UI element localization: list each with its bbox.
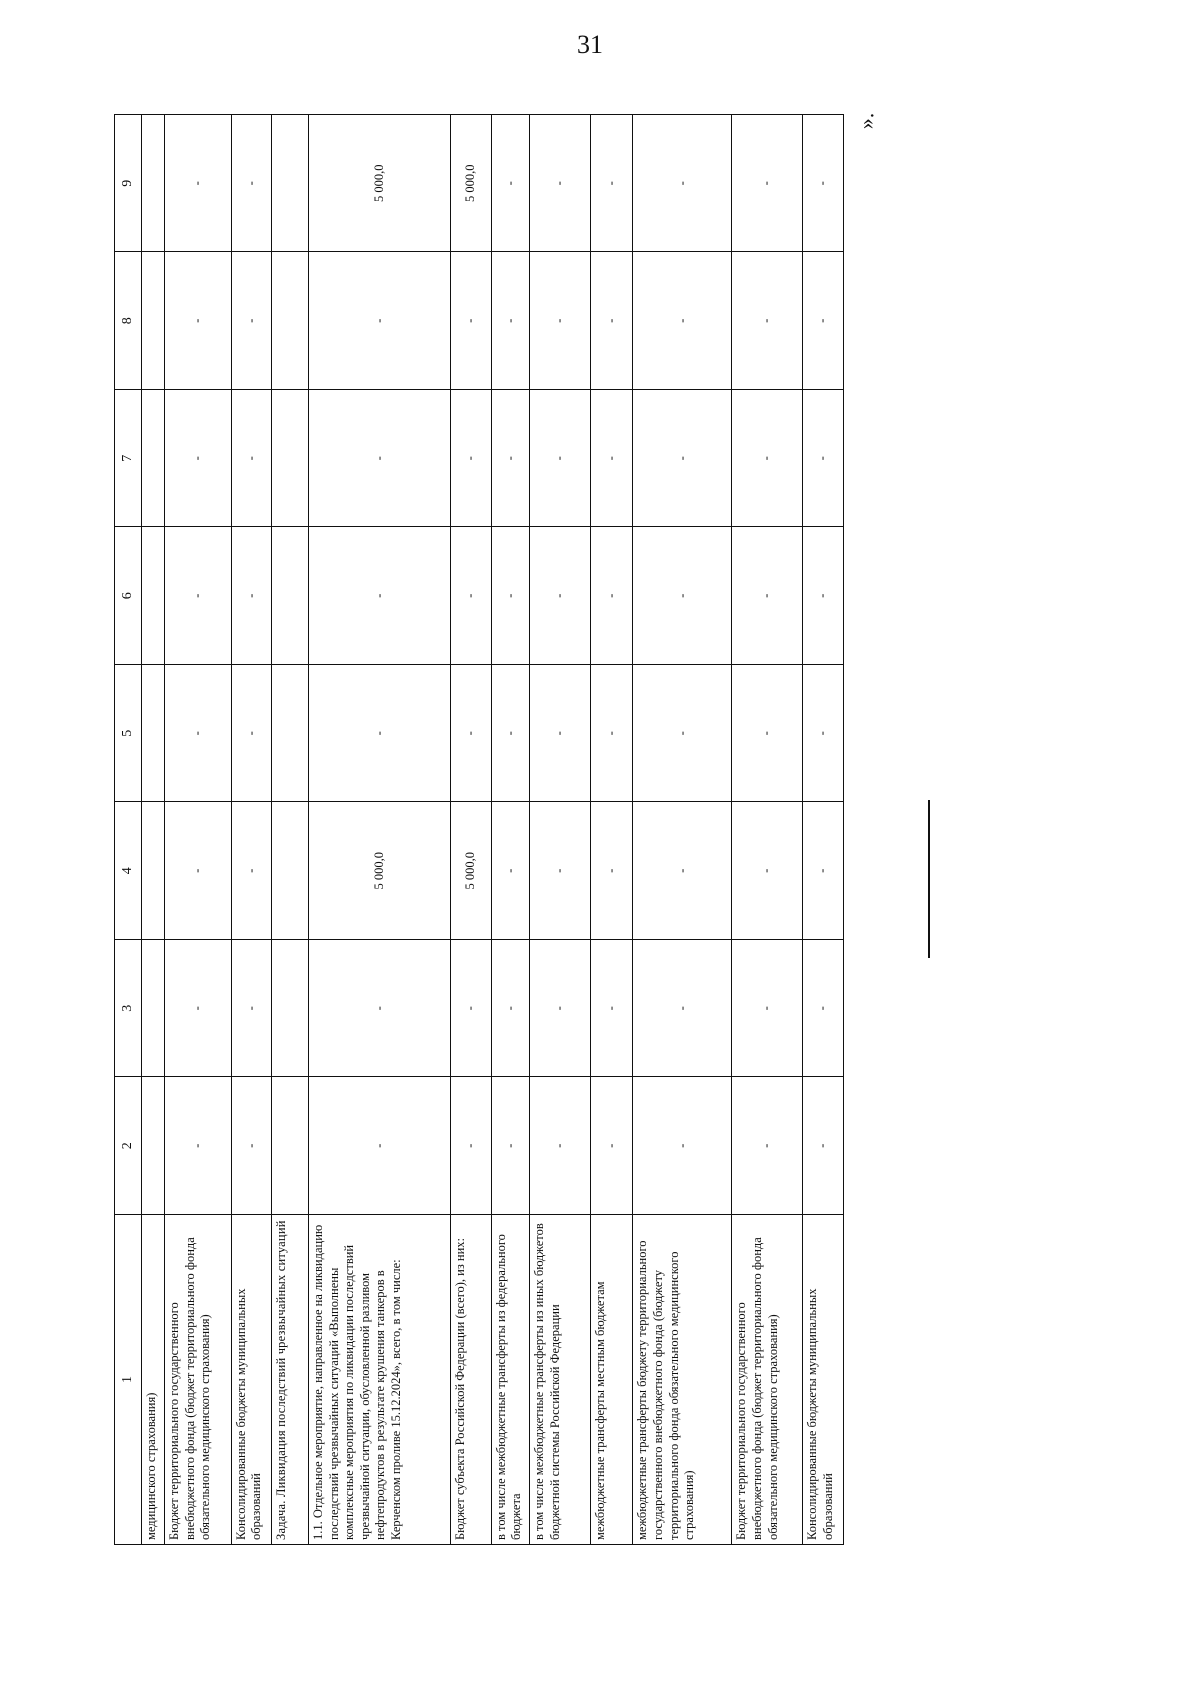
cell-value: - bbox=[450, 1077, 491, 1215]
cell-value: - bbox=[633, 527, 732, 665]
cell-value: - bbox=[165, 665, 232, 803]
cell-value: - bbox=[491, 390, 530, 528]
cell-value: - bbox=[732, 802, 803, 940]
cell-value bbox=[141, 940, 165, 1078]
cell-value: - bbox=[732, 527, 803, 665]
table-row bbox=[803, 115, 844, 1545]
table-row bbox=[590, 115, 633, 1545]
row-label: Бюджет территориального государственного внебюджетного фонда (бюджет территориального фонда обязательного медицинского страхования) bbox=[165, 1215, 232, 1545]
cell-value: - bbox=[165, 115, 232, 253]
cell-value: - bbox=[231, 665, 272, 803]
table-row bbox=[141, 115, 165, 1545]
cell-value: - bbox=[165, 940, 232, 1078]
cell-value: - bbox=[530, 527, 590, 665]
cell-value: - bbox=[530, 252, 590, 390]
row-label: в том числе межбюджетные трансферты из иных бюджетов бюджетной системы Российской Федерации bbox=[530, 1215, 590, 1545]
cell-value bbox=[272, 252, 309, 390]
cell-value: - bbox=[803, 1077, 844, 1215]
column-header: 8 bbox=[115, 252, 142, 390]
cell-value: - bbox=[803, 390, 844, 528]
cell-value: - bbox=[590, 940, 633, 1078]
cell-value: - bbox=[491, 802, 530, 940]
row-label: Бюджет территориального государственного внебюджетного фонда (бюджет территориального фонда обязательного медицинского страхования) bbox=[732, 1215, 803, 1545]
cell-value bbox=[141, 390, 165, 528]
cell-value bbox=[272, 802, 309, 940]
cell-value: - bbox=[165, 252, 232, 390]
cell-value: - bbox=[633, 665, 732, 803]
page-number: 31 bbox=[577, 30, 603, 59]
cell-value: - bbox=[590, 527, 633, 665]
cell-value: - bbox=[450, 527, 491, 665]
table-row bbox=[272, 115, 309, 1545]
row-label: 1.1. Отдельное мероприятие, направленное на ликвидацию последствий чрезвычайных ситуаций «Выполнены комплексные мероприятия по ликвидации последствий чрезвычайной ситуации, обусловленной разливом нефтепродуктов в результате крушения танкеров в Керченском проливе 15.12.2024», всего, в том числе: bbox=[308, 1215, 450, 1545]
cell-value: - bbox=[590, 802, 633, 940]
cell-value: - bbox=[732, 115, 803, 253]
row-label: Консолидированные бюджеты муниципальных образований bbox=[803, 1215, 844, 1545]
cell-value bbox=[272, 665, 309, 803]
cell-value: - bbox=[803, 527, 844, 665]
row-label: Задача. Ликвидация последствий чрезвычайных ситуаций bbox=[272, 1215, 309, 1545]
table-body bbox=[141, 115, 844, 1545]
header-row bbox=[115, 115, 142, 1545]
cell-value: - bbox=[803, 252, 844, 390]
cell-value: - bbox=[450, 940, 491, 1078]
cell-value: 5 000,0 bbox=[308, 115, 450, 253]
rotated-table bbox=[114, 115, 844, 1545]
cell-value: - bbox=[165, 527, 232, 665]
table-row bbox=[165, 115, 232, 1545]
table-row bbox=[732, 115, 803, 1545]
column-header: 7 bbox=[115, 390, 142, 528]
cell-value: - bbox=[308, 527, 450, 665]
cell-value: - bbox=[450, 390, 491, 528]
cell-value bbox=[272, 115, 309, 253]
cell-value: - bbox=[231, 390, 272, 528]
cell-value: - bbox=[590, 115, 633, 253]
row-label: межбюджетные трансферты бюджету территориального государственного внебюджетного фонда (бюджету территориального фонда обязательного медицинского страхования) bbox=[633, 1215, 732, 1545]
closing-quote-mark: ». bbox=[853, 112, 879, 130]
row-label: межбюджетные трансферты местным бюджетам bbox=[590, 1215, 633, 1545]
cell-value: - bbox=[165, 390, 232, 528]
cell-value: - bbox=[231, 527, 272, 665]
cell-value: - bbox=[803, 665, 844, 803]
cell-value bbox=[272, 940, 309, 1078]
cell-value: - bbox=[633, 390, 732, 528]
table-row bbox=[633, 115, 732, 1545]
table-row bbox=[308, 115, 450, 1545]
cell-value: - bbox=[633, 1077, 732, 1215]
cell-value: - bbox=[491, 527, 530, 665]
row-label: Консолидированные бюджеты муниципальных образований bbox=[231, 1215, 272, 1545]
cell-value: - bbox=[633, 940, 732, 1078]
cell-value bbox=[272, 527, 309, 665]
cell-value: - bbox=[732, 390, 803, 528]
row-label: медицинского страхования) bbox=[141, 1215, 165, 1545]
cell-value bbox=[141, 1077, 165, 1215]
cell-value: - bbox=[231, 802, 272, 940]
cell-value: - bbox=[491, 940, 530, 1078]
cell-value: - bbox=[530, 940, 590, 1078]
cell-value: - bbox=[590, 1077, 633, 1215]
cell-value bbox=[272, 390, 309, 528]
cell-value: - bbox=[530, 665, 590, 803]
table-container bbox=[114, 115, 844, 1545]
cell-value bbox=[141, 527, 165, 665]
column-header: 4 bbox=[115, 802, 142, 940]
cell-value: - bbox=[450, 252, 491, 390]
cell-value: - bbox=[308, 390, 450, 528]
cell-value: - bbox=[491, 1077, 530, 1215]
table-row bbox=[450, 115, 491, 1545]
cell-value: - bbox=[308, 940, 450, 1078]
column-header: 5 bbox=[115, 665, 142, 803]
cell-value: - bbox=[491, 252, 530, 390]
column-header: 6 bbox=[115, 527, 142, 665]
cell-value: - bbox=[732, 665, 803, 803]
cell-value: - bbox=[633, 802, 732, 940]
cell-value: - bbox=[308, 665, 450, 803]
cell-value: - bbox=[491, 115, 530, 253]
cell-value: - bbox=[590, 390, 633, 528]
cell-value: - bbox=[165, 1077, 232, 1215]
cell-value bbox=[141, 802, 165, 940]
cell-value: - bbox=[165, 802, 232, 940]
cell-value: - bbox=[231, 1077, 272, 1215]
cell-value: - bbox=[803, 115, 844, 253]
column-header: 3 bbox=[115, 940, 142, 1078]
cell-value: - bbox=[633, 252, 732, 390]
cell-value: 5 000,0 bbox=[450, 115, 491, 253]
table-row bbox=[231, 115, 272, 1545]
cell-value: - bbox=[732, 940, 803, 1078]
cell-value: 5 000,0 bbox=[450, 802, 491, 940]
cell-value: - bbox=[530, 390, 590, 528]
cell-value bbox=[141, 252, 165, 390]
separator-line bbox=[928, 800, 930, 958]
cell-value: - bbox=[530, 115, 590, 253]
cell-value: - bbox=[450, 665, 491, 803]
cell-value: - bbox=[308, 1077, 450, 1215]
column-header: 1 bbox=[115, 1215, 142, 1545]
cell-value: - bbox=[231, 940, 272, 1078]
cell-value: - bbox=[231, 252, 272, 390]
row-label: Бюджет субъекта Российской Федерации (всего), из них: bbox=[450, 1215, 491, 1545]
table-row bbox=[530, 115, 590, 1545]
cell-value: - bbox=[530, 802, 590, 940]
cell-value: - bbox=[732, 1077, 803, 1215]
cell-value bbox=[141, 115, 165, 253]
cell-value: 5 000,0 bbox=[308, 802, 450, 940]
column-header: 9 bbox=[115, 115, 142, 253]
cell-value: - bbox=[732, 252, 803, 390]
row-label: в том числе межбюджетные трансферты из федерального бюджета bbox=[491, 1215, 530, 1545]
cell-value: - bbox=[491, 665, 530, 803]
cell-value: - bbox=[803, 802, 844, 940]
cell-value: - bbox=[633, 115, 732, 253]
cell-value: - bbox=[530, 1077, 590, 1215]
cell-value: - bbox=[590, 665, 633, 803]
cell-value: - bbox=[590, 252, 633, 390]
table-row bbox=[491, 115, 530, 1545]
cell-value: - bbox=[308, 252, 450, 390]
cell-value: - bbox=[231, 115, 272, 253]
budget-table bbox=[114, 114, 844, 1545]
cell-value bbox=[272, 1077, 309, 1215]
cell-value: - bbox=[803, 940, 844, 1078]
column-header: 2 bbox=[115, 1077, 142, 1215]
cell-value bbox=[141, 665, 165, 803]
